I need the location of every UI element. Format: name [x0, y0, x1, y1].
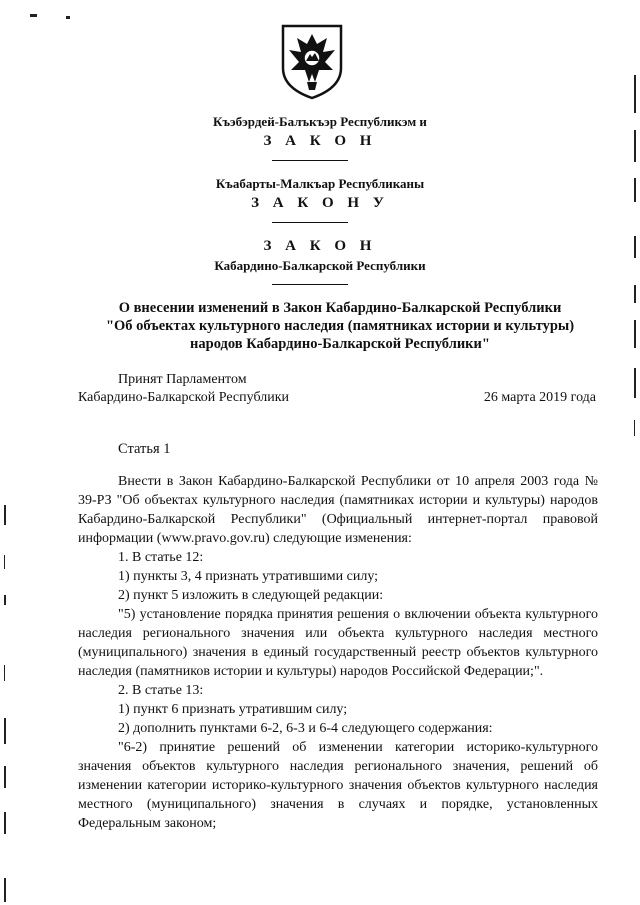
scan-mark [634, 368, 636, 398]
scan-mark [4, 812, 6, 834]
body-paragraph: Внести в Закон Кабардино-Балкарской Республики от 10 апреля 2003 года № 39-РЗ "Об объектах культурного наследия (памятниках истории и культуры) народов Кабардино-Балкарской Республики" (Официальный интернет-портал правовой информации (www.pravo.gov.ru) следующие изменения: [78, 474, 598, 546]
body-paragraph: 2) пункт 5 изложить в следующей редакции: [118, 588, 384, 603]
header-republic-line-3: Кабардино-Балкарской Республики [214, 258, 426, 273]
body-paragraph: "5) установление порядка принятия решения о включении объекта культурного наследия регионального значения или объекта культурного наследия местного (муниципального) значения в единый государственный реестр объектов культурного наследия (памятников истории и культуры) народов Российской Федерации;". [78, 607, 598, 679]
body-paragraph: 2. В статье 13: [118, 683, 204, 698]
header-republic-line-2: Къабарты-Малкъар Республиканы [215, 176, 425, 191]
coat-of-arms-emblem [277, 22, 347, 100]
scan-mark [4, 505, 6, 525]
adopted-by-line: Принят Парламентом [118, 372, 247, 387]
scan-mark [4, 878, 6, 902]
scan-mark [4, 766, 6, 788]
header-zakon-2: З А К О Н У [251, 195, 389, 211]
scan-mark [634, 320, 636, 348]
article-heading: Статья 1 [118, 441, 171, 457]
law-subject-line: народов Кабардино-Балкарской Республики" [190, 336, 490, 352]
body-paragraph: 1) пункты 3, 4 признать утратившими силу; [118, 569, 379, 584]
scan-mark [4, 595, 6, 605]
scan-mark [634, 285, 636, 303]
header-zakon-3: З А К О Н [263, 238, 377, 254]
header-divider [272, 284, 348, 285]
header-zakon-1: З А К О Н [263, 133, 377, 149]
scan-mark [4, 555, 5, 569]
header-republic-line-1: Къэбэрдей-Балъкъэр Республикэм и [213, 114, 427, 129]
scan-mark [4, 665, 5, 681]
body-paragraph: 1. В статье 12: [118, 550, 204, 565]
body-paragraph: "6-2) принятие решений об изменении категории историко-культурного значения объектов культурного наследия регионального значения, решений об изменении категории историко-культурного значения объектов культурного наследия местного (муниципального) значения в случаях и порядке, установленных Федеральным законом; [78, 740, 598, 831]
article-body [78, 472, 598, 833]
scan-mark [4, 718, 6, 744]
scan-mark [30, 14, 37, 17]
body-paragraph: 1) пункт 6 признать утратившим силу; [118, 702, 348, 717]
header-divider [272, 222, 348, 223]
scan-mark [634, 75, 636, 113]
adopted-by-parliament: Кабардино-Балкарской Республики [78, 390, 289, 405]
scan-mark [66, 16, 70, 19]
header-divider [272, 160, 348, 161]
scan-mark [634, 420, 635, 436]
law-subject-line: О внесении изменений в Закон Кабардино-Балкарской Республики [118, 300, 562, 316]
law-subject-title [70, 299, 610, 353]
body-paragraph: 2) дополнить пунктами 6-2, 6-3 и 6-4 следующего содержания: [118, 721, 493, 736]
law-subject-line: "Об объектах культурного наследия (памятниках истории и культуры) [105, 318, 575, 334]
adoption-date: 26 марта 2019 года [483, 390, 596, 405]
